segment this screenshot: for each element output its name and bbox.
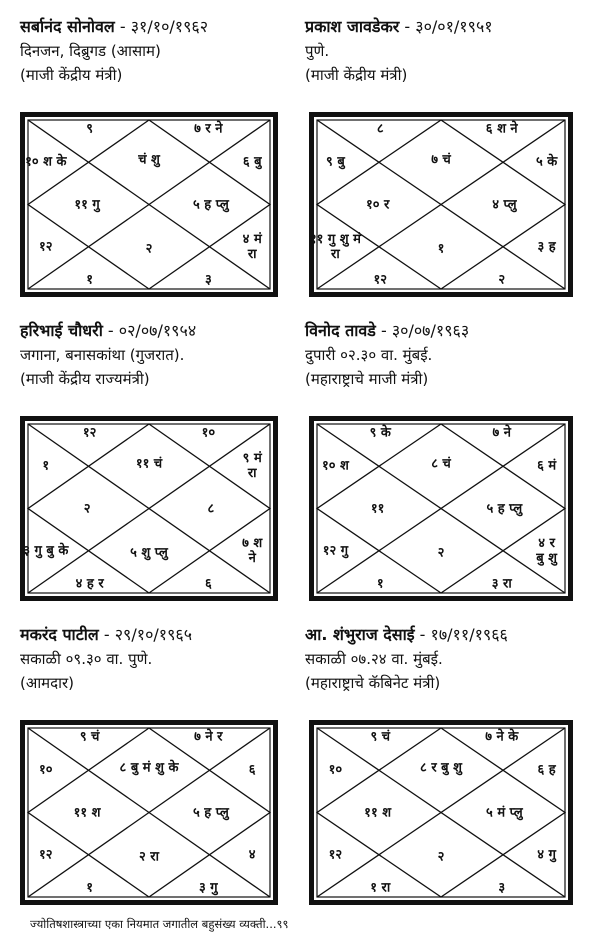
- house-label-2: ९ के: [369, 425, 391, 441]
- house-label-3: १० श के: [25, 154, 67, 170]
- house-label-3: १: [42, 458, 50, 474]
- birth-details: सकाळी ०७.२४ वा. मुंबई.: [305, 650, 443, 668]
- separator: -: [375, 321, 392, 340]
- house-label-8: ६: [204, 576, 212, 592]
- separator: -: [114, 17, 131, 36]
- house-label-7: २: [437, 545, 445, 561]
- house-label-4: ११ गु: [74, 197, 100, 212]
- horoscope-chart: [20, 112, 278, 297]
- horoscope-panel-4: [305, 318, 595, 592]
- horoscope-panel-1: [20, 14, 310, 288]
- house-label-2: ९ चं: [370, 729, 391, 745]
- house-label-7: २: [437, 849, 445, 865]
- house-label-12: ७ र ने: [194, 121, 223, 137]
- panel-heading: [20, 318, 310, 343]
- person-name: आ. शंभुराज देसाई: [305, 625, 415, 644]
- person-name: विनोद तावडे: [305, 321, 376, 340]
- panel-heading: [20, 622, 310, 647]
- panel-heading: [20, 14, 310, 39]
- house-label-1: ११ चं: [135, 456, 163, 472]
- house-label-12: १०: [201, 425, 216, 441]
- house-label-5: ३ गु बु के: [23, 543, 69, 559]
- house-label-6: १: [86, 880, 94, 896]
- birth-date: १७/११/१९६६: [430, 625, 508, 644]
- chart-grid: [20, 416, 278, 601]
- person-name: प्रकाश जावडेकर: [305, 17, 400, 36]
- house-label-12: ७ ने के: [485, 729, 519, 745]
- house-label-9: ४ र बु शु: [536, 536, 557, 567]
- horoscope-chart: [309, 720, 573, 905]
- separator: -: [102, 321, 119, 340]
- house-label-8: ३ रा: [491, 576, 512, 592]
- birth-date: ३१/१०/१९६२: [130, 17, 209, 36]
- house-label-6: ४ ह र: [75, 576, 104, 592]
- designation: (महाराष्ट्राचे माजी मंत्री): [305, 370, 429, 388]
- horoscope-chart: [20, 416, 278, 601]
- house-label-3: १० श: [321, 458, 349, 474]
- panel-heading: [305, 318, 595, 343]
- birth-details: जगाना, बनासकांथा (गुजरात).: [20, 346, 185, 364]
- house-label-12: ७ ने: [492, 425, 511, 441]
- house-label-4: २: [83, 501, 91, 516]
- house-label-7: ५ शु प्लु: [130, 545, 168, 561]
- designation: (माजी केंद्रीय मंत्री): [20, 66, 123, 84]
- house-label-6: १ रा: [370, 880, 391, 896]
- house-label-1: ८ र बु शु: [420, 760, 462, 776]
- horoscope-chart: [309, 416, 573, 601]
- house-label-11: ६: [248, 762, 256, 778]
- house-label-11: ६ मं: [537, 458, 557, 474]
- house-label-1: ८ चं: [431, 456, 451, 472]
- house-label-1: चं शु: [138, 152, 160, 168]
- birth-details: दिनजन, दिब्रुगड (आसाम): [20, 42, 161, 60]
- horoscope-panel-5: [20, 622, 310, 896]
- separator: -: [414, 625, 431, 644]
- person-name: सर्बानंद सोनोवल: [20, 17, 115, 36]
- panel-heading: [305, 14, 595, 39]
- horoscope-chart: [20, 720, 278, 905]
- birth-details: दुपारी ०२.३० वा. मुंबई.: [305, 346, 433, 364]
- house-label-1: ८ बु मं शु के: [119, 760, 179, 776]
- house-label-5: १२: [39, 847, 53, 863]
- chart-grid: [309, 112, 573, 297]
- house-label-5: १२: [39, 239, 53, 255]
- house-label-4: १० र: [365, 197, 390, 212]
- house-label-8: ३: [204, 272, 212, 288]
- house-label-9: ४ गु: [537, 847, 556, 863]
- house-label-6: १२: [373, 272, 388, 288]
- house-label-12: ७ ने र: [194, 729, 223, 745]
- person-name: हरिभाई चौधरी: [20, 321, 103, 340]
- house-label-9: ३ ह: [537, 239, 556, 255]
- designation: (माजी केंद्रीय मंत्री): [305, 66, 408, 84]
- page-footer: ज्योतिषशास्त्राच्या एका नियमात जगातील बहुसंख्य व्यक्ती...९९: [30, 917, 289, 931]
- horoscope-panel-6: [305, 622, 595, 896]
- house-label-2: ९: [86, 121, 94, 137]
- birth-details: सकाळी ०९.३० वा. पुणे.: [20, 650, 153, 668]
- house-label-11: ५ के: [535, 154, 558, 170]
- horoscope-panel-3: [20, 318, 310, 592]
- house-label-8: ३: [498, 880, 506, 896]
- house-label-2: १२: [82, 425, 97, 441]
- birth-date: ३०/०१/१९५१: [415, 17, 493, 36]
- birth-details: पुणे.: [305, 42, 330, 60]
- house-label-8: २: [498, 272, 506, 288]
- house-label-5: १२: [328, 847, 343, 863]
- house-label-12: ६ श ने: [485, 121, 518, 137]
- horoscope-chart: [309, 112, 573, 297]
- house-label-6: १: [86, 272, 94, 288]
- separator: -: [399, 17, 416, 36]
- house-label-11: ९ मं रा: [242, 450, 262, 481]
- panel-heading: [305, 622, 595, 647]
- chart-grid: [309, 416, 573, 601]
- house-label-9: ४ मं रा: [242, 232, 262, 263]
- house-label-9: ७ श ने: [242, 536, 263, 567]
- house-label-4: ११ श: [364, 805, 392, 820]
- house-label-1: ७ चं: [431, 152, 451, 168]
- house-label-10: ५ ह प्लु: [193, 197, 229, 212]
- house-label-4: ११: [370, 501, 385, 516]
- house-label-7: २: [145, 241, 153, 257]
- house-label-10: ५ ह प्लु: [486, 501, 523, 516]
- house-label-10: ८: [207, 501, 215, 516]
- house-label-10: ५ मं प्लु: [486, 805, 523, 820]
- house-label-10: ५ ह प्लु: [193, 805, 229, 820]
- birth-date: ०२/०७/१९५४: [118, 321, 197, 340]
- house-label-7: २ रा: [139, 849, 159, 865]
- house-label-7: १: [437, 241, 445, 257]
- house-label-11: ६ बु: [242, 154, 262, 170]
- designation: (माजी केंद्रीय राज्यमंत्री): [20, 370, 150, 388]
- chart-grid: [20, 720, 278, 905]
- separator: -: [98, 625, 115, 644]
- house-label-2: ९ चं: [79, 729, 100, 745]
- chart-grid: [20, 112, 278, 297]
- house-label-11: ६ ह: [537, 762, 556, 778]
- chart-grid: [309, 720, 573, 905]
- house-label-6: १: [376, 576, 384, 592]
- house-label-3: १०: [39, 762, 53, 778]
- house-label-9: ४: [248, 847, 256, 863]
- birth-date: २९/१०/१९६५: [114, 625, 193, 644]
- house-label-5: १२ गु: [322, 543, 349, 559]
- house-label-5: ११ गु शु मं रा: [309, 232, 361, 263]
- designation: (आमदार): [20, 674, 74, 692]
- house-label-10: ४ प्लु: [492, 197, 517, 212]
- horoscope-panel-2: [305, 14, 595, 288]
- house-label-8: ३ गु: [199, 880, 218, 896]
- house-label-3: १०: [328, 762, 343, 778]
- designation: (महाराष्ट्राचे कॅबिनेट मंत्री): [305, 674, 441, 692]
- person-name: मकरंद पाटील: [20, 625, 99, 644]
- house-label-3: ९ बु: [326, 154, 345, 170]
- house-label-2: ८: [376, 121, 384, 137]
- house-label-4: ११ श: [73, 805, 101, 820]
- birth-date: ३०/०७/१९६३: [391, 321, 470, 340]
